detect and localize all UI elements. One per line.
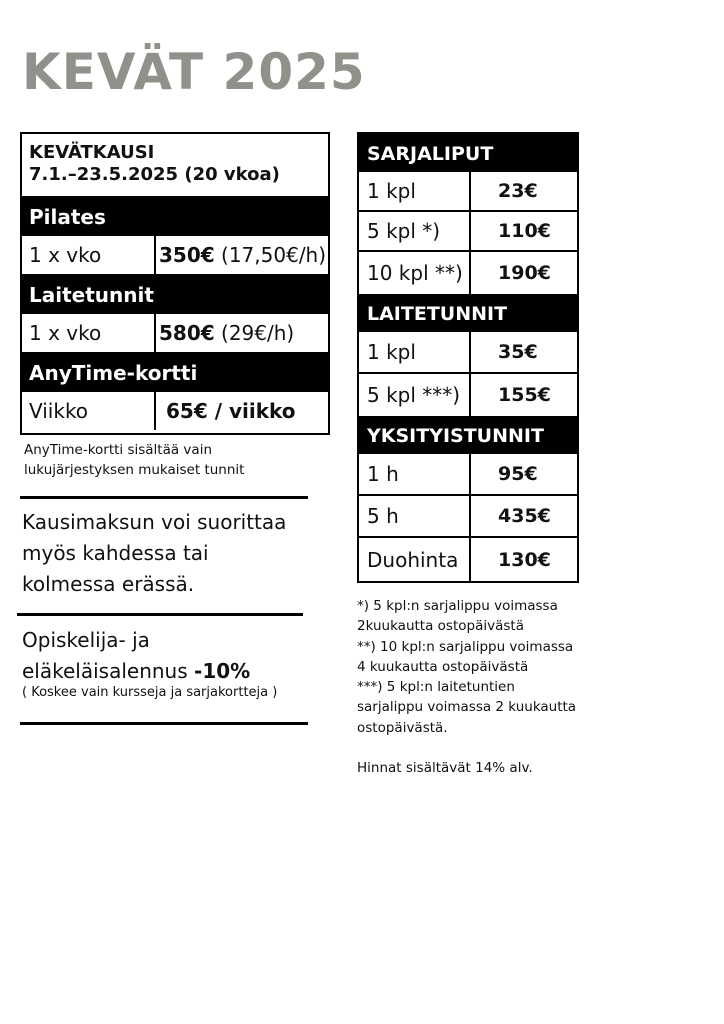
discount-info [22, 625, 250, 687]
price-value: 190€ [498, 262, 551, 284]
price-row [359, 212, 577, 252]
section-title-equipment: Laitetunnit [22, 276, 328, 314]
price-value: 35€ [498, 341, 538, 363]
tickets-price-table [357, 132, 579, 583]
row-label: 5 kpl *) [359, 212, 471, 250]
row-label: 5 h [359, 496, 471, 536]
row-label: 10 kpl **) [359, 252, 471, 294]
discount-note: ( Koskee vain kursseja ja sarjakortteja ) [22, 685, 278, 700]
price-row-equipment [22, 314, 328, 354]
footnote-line: 4 kuukautta ostopäivästä [357, 658, 529, 675]
row-price [156, 236, 328, 274]
footnote-line: ostopäivästä. [357, 719, 448, 736]
anytime-note-line: lukujärjestyksen mukaiset tunnit [24, 462, 245, 478]
row-label: 1 x vko [22, 314, 156, 352]
price-value: 130€ [498, 548, 551, 571]
footnote-line: 2kuukautta ostopäivästä [357, 618, 524, 635]
anytime-note-line: AnyTime-kortti sisältää vain [24, 442, 213, 458]
price-row [359, 252, 577, 294]
divider [20, 722, 308, 725]
row-label: 1 x vko [22, 236, 156, 274]
anytime-note [24, 440, 244, 480]
discount-percent: -10% [194, 659, 251, 683]
price-value: 65€ / viikko [166, 399, 296, 423]
price-value: 350€ [159, 243, 215, 267]
row-label: 1 h [359, 454, 471, 494]
price-row-pilates [22, 236, 328, 276]
page-title: KEVÄT 2025 [22, 43, 366, 101]
price-value: 95€ [498, 463, 538, 485]
installment-line: myös kahdessa tai [22, 541, 209, 565]
discount-line: Opiskelija- ja [22, 628, 150, 652]
footnote-line: **) 10 kpl:n sarjalippu voimassa [357, 638, 574, 655]
discount-label: eläkeläisalennus [22, 659, 195, 683]
row-price [156, 314, 328, 352]
price-row [359, 496, 577, 538]
season-price-table [20, 132, 330, 435]
hourly-rate: (29€/h) [214, 321, 295, 345]
price-value: 23€ [498, 180, 538, 202]
row-label: 1 kpl [359, 172, 471, 210]
section-title-series-tickets: SARJALIPUT [359, 134, 577, 172]
price-value: 435€ [498, 505, 551, 527]
season-dates: 7.1.–23.5.2025 (20 vkoa) [29, 164, 280, 185]
row-label: Viikko [22, 392, 156, 430]
row-label: 5 kpl ***) [359, 374, 471, 416]
section-title-anytime: AnyTime-kortti [22, 354, 328, 392]
installment-line: Kausimaksun voi suorittaa [22, 510, 287, 534]
footnote-line: *) 5 kpl:n sarjalippu voimassa [357, 598, 558, 614]
price-row [359, 332, 577, 374]
vat-note: Hinnat sisältävät 14% alv. [357, 760, 533, 776]
row-label: 1 kpl [359, 332, 471, 372]
section-title-equipment-sessions: LAITETUNNIT [359, 294, 577, 332]
price-row [359, 538, 577, 581]
installment-line: kolmessa erässä. [22, 572, 195, 596]
row-label: Duohinta [359, 538, 471, 581]
season-header [22, 134, 328, 198]
season-name: KEVÄTKAUSI [29, 142, 155, 163]
hourly-rate: (17,50€/h) [214, 243, 327, 267]
section-title-private-sessions: YKSITYISTUNNIT [359, 416, 577, 454]
price-value: 110€ [498, 220, 551, 242]
price-row [359, 172, 577, 212]
price-row-anytime [22, 392, 328, 430]
price-value: 580€ [159, 321, 215, 345]
divider [20, 496, 308, 499]
discount-line [22, 656, 250, 687]
footnote-line: sarjalippu voimassa 2 kuukautta [357, 699, 577, 716]
section-title-pilates: Pilates [22, 198, 328, 236]
price-row [359, 374, 577, 416]
footnotes [357, 596, 576, 738]
footnote-line: ***) 5 kpl:n laitetuntien [357, 679, 515, 696]
price-value: 155€ [498, 384, 551, 406]
price-row [359, 454, 577, 496]
divider [17, 613, 303, 616]
installment-info [22, 507, 286, 600]
